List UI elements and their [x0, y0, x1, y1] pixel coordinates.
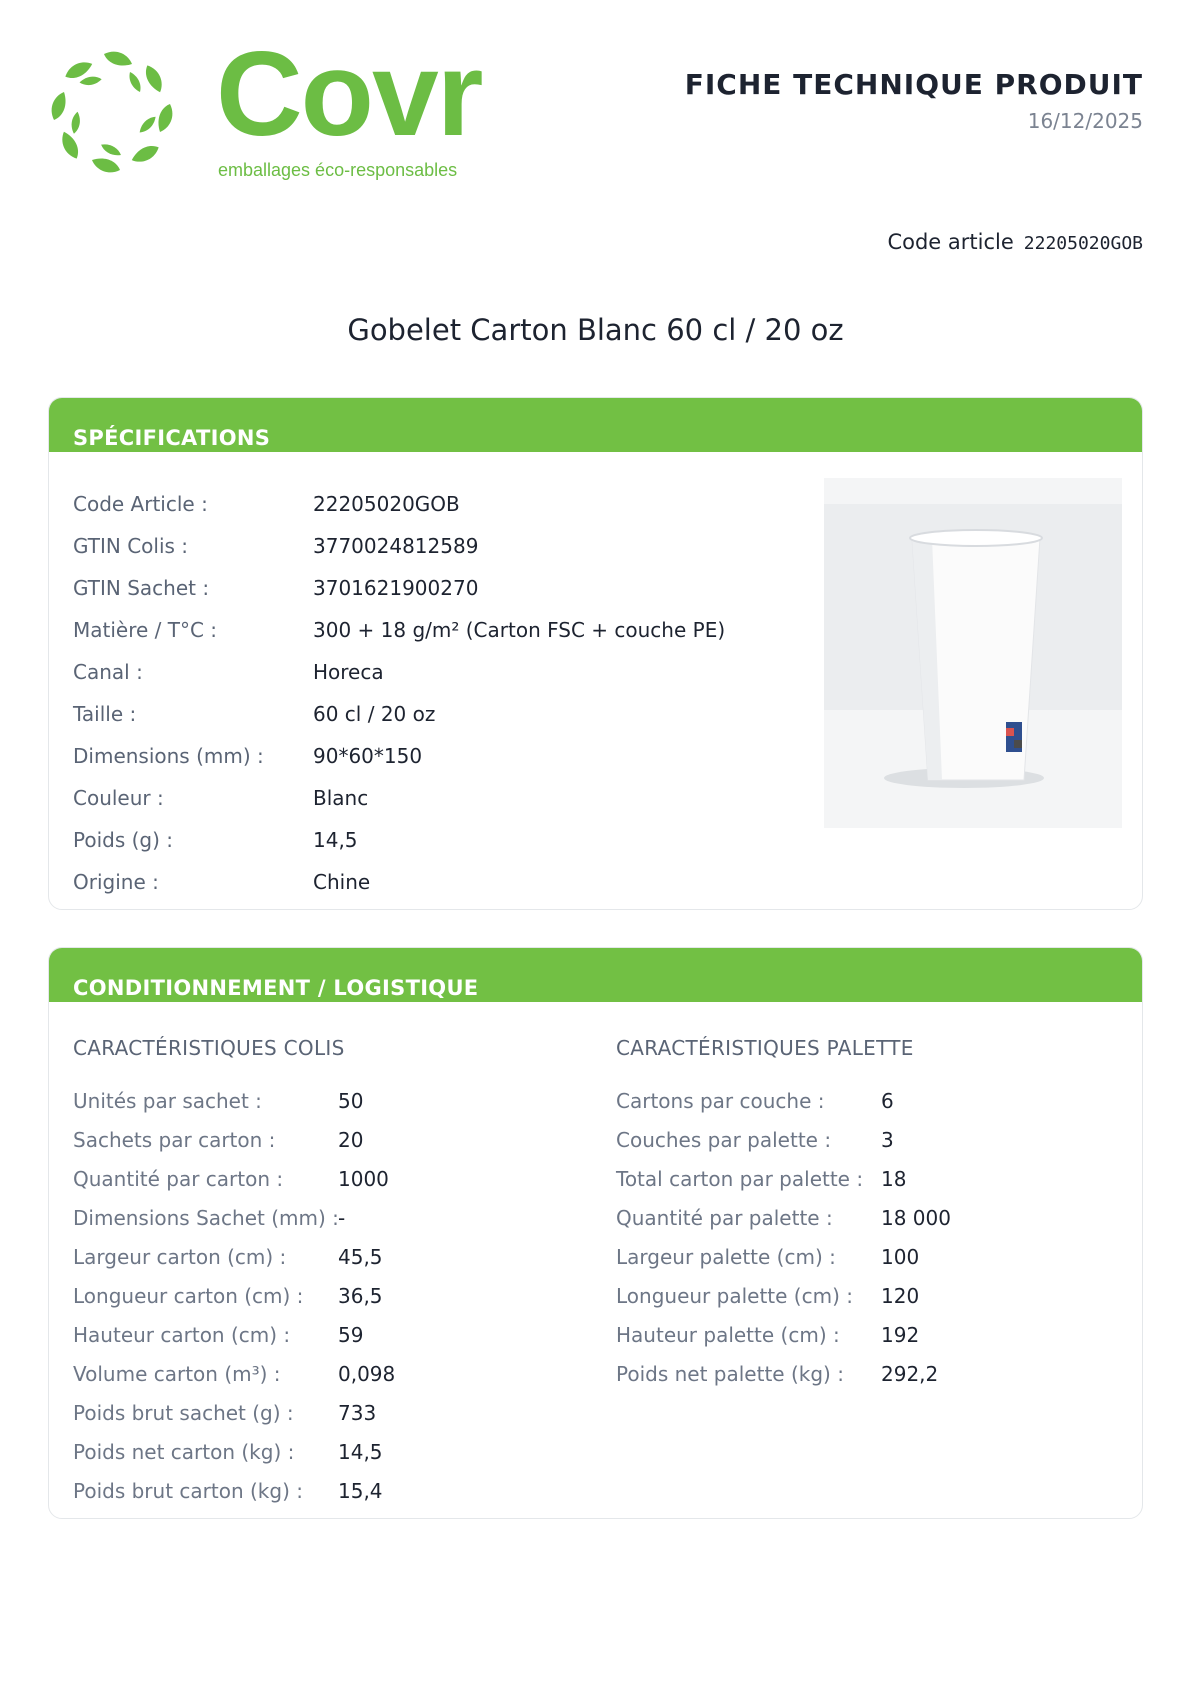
spec-value: Blanc	[313, 786, 369, 810]
specifications-heading: SPÉCIFICATIONS	[73, 426, 271, 450]
product-title: Gobelet Carton Blanc 60 cl / 20 oz	[347, 313, 844, 347]
logistics-section	[48, 947, 1143, 1519]
logistics-heading: CONDITIONNEMENT / LOGISTIQUE	[73, 976, 479, 1000]
colis-row	[73, 1082, 363, 1120]
brand-tagline: emballages éco-responsables	[218, 160, 458, 180]
colis-label: Largeur carton (cm) :	[73, 1245, 287, 1269]
colis-row	[73, 1121, 363, 1159]
spec-label: Dimensions (mm) :	[73, 744, 264, 768]
palette-value: 3	[881, 1128, 894, 1152]
colis-label: Quantité par carton :	[73, 1167, 284, 1191]
spec-value: 90*60*150	[313, 744, 423, 768]
colis-label: Sachets par carton :	[73, 1128, 276, 1152]
palette-row	[616, 1121, 894, 1159]
brand-name: Covr	[216, 27, 482, 161]
colis-value: 733	[338, 1401, 377, 1425]
colis-label: Volume carton (m³) :	[73, 1362, 281, 1386]
spec-value: Chine	[313, 870, 371, 894]
palette-row	[616, 1355, 938, 1393]
spec-row-canal	[73, 651, 384, 693]
spec-row-code-article	[73, 483, 460, 525]
palette-label: Largeur palette (cm) :	[616, 1245, 836, 1269]
spec-label: Origine :	[73, 870, 159, 894]
palette-value: 120	[881, 1284, 920, 1308]
colis-label: Poids brut carton (kg) :	[73, 1479, 303, 1503]
palette-row	[616, 1316, 919, 1354]
spec-value: 3701621900270	[313, 576, 479, 600]
colis-row	[73, 1277, 383, 1315]
colis-value: -	[338, 1206, 346, 1230]
paper-cup-icon	[824, 478, 1122, 828]
spec-value: Horeca	[313, 660, 384, 684]
colis-row	[73, 1355, 395, 1393]
palette-row	[616, 1199, 951, 1237]
spec-value: 300 + 18 g/m² (Carton FSC + couche PE)	[313, 618, 726, 642]
spec-label: Matière / T°C :	[73, 618, 218, 642]
spec-row-dimensions	[73, 735, 422, 777]
colis-row	[73, 1238, 383, 1276]
spec-row-origine	[73, 861, 370, 903]
specifications-header	[49, 398, 1142, 452]
colis-value: 14,5	[338, 1440, 383, 1464]
colis-value: 59	[338, 1323, 364, 1347]
spec-value: 14,5	[313, 828, 358, 852]
logistics-header	[49, 948, 1142, 1002]
spec-row-gtin-colis	[73, 525, 478, 567]
colis-row	[73, 1433, 383, 1471]
colis-label: Poids net carton (kg) :	[73, 1440, 295, 1464]
palette-row	[616, 1082, 894, 1120]
palette-value: 6	[881, 1089, 894, 1113]
palette-label: Couches par palette :	[616, 1128, 832, 1152]
colis-label: Dimensions Sachet (mm) :	[73, 1206, 339, 1230]
spec-value: 60 cl / 20 oz	[313, 702, 436, 726]
palette-value: 18	[881, 1167, 907, 1191]
document-date: 16/12/2025	[1027, 109, 1143, 133]
spec-row-gtin-sachet	[73, 567, 478, 609]
specifications-section	[48, 397, 1143, 910]
palette-label: Total carton par palette :	[616, 1167, 864, 1191]
spec-label: Poids (g) :	[73, 828, 174, 852]
palette-value: 292,2	[881, 1362, 939, 1386]
palette-value: 192	[881, 1323, 920, 1347]
colis-value: 15,4	[338, 1479, 383, 1503]
palette-label: Quantité par palette :	[616, 1206, 833, 1230]
colis-label: Unités par sachet :	[73, 1089, 262, 1113]
palette-row	[616, 1277, 919, 1315]
spec-label: Code Article :	[73, 492, 208, 516]
colis-value: 45,5	[338, 1245, 383, 1269]
spec-row-poids	[73, 819, 358, 861]
palette-label: Longueur palette (cm) :	[616, 1284, 853, 1308]
colis-row	[73, 1199, 345, 1237]
colis-value: 0,098	[338, 1362, 396, 1386]
spec-label: GTIN Sachet :	[73, 576, 210, 600]
spec-row-taille	[73, 693, 435, 735]
colis-row	[73, 1316, 363, 1354]
spec-label: Taille :	[73, 702, 137, 726]
spec-label: GTIN Colis :	[73, 534, 189, 558]
palette-row	[616, 1238, 919, 1276]
palette-row	[616, 1160, 906, 1198]
product-image	[824, 478, 1122, 828]
spec-row-couleur	[73, 777, 368, 819]
colis-label: Poids brut sachet (g) :	[73, 1401, 294, 1425]
spec-label: Canal :	[73, 660, 143, 684]
colis-value: 36,5	[338, 1284, 383, 1308]
colis-value: 50	[338, 1089, 364, 1113]
spec-value: 3770024812589	[313, 534, 479, 558]
colis-label: Hauteur carton (cm) :	[73, 1323, 291, 1347]
colis-label: Longueur carton (cm) :	[73, 1284, 304, 1308]
palette-label: Cartons par couche :	[616, 1089, 825, 1113]
colis-value: 1000	[338, 1167, 389, 1191]
palette-label: Poids net palette (kg) :	[616, 1362, 844, 1386]
spec-label: Couleur :	[73, 786, 164, 810]
colis-row	[73, 1472, 383, 1510]
colis-value: 20	[338, 1128, 364, 1152]
spec-value: 22205020GOB	[313, 492, 460, 516]
colis-row	[73, 1160, 389, 1198]
palette-title: CARACTÉRISTIQUES PALETTE	[616, 1036, 914, 1060]
palette-label: Hauteur palette (cm) :	[616, 1323, 840, 1347]
article-code-value: 22205020GOB	[1023, 233, 1143, 254]
colis-title: CARACTÉRISTIQUES COLIS	[73, 1036, 345, 1060]
colis-row	[73, 1394, 376, 1432]
article-code-line	[887, 230, 1143, 254]
palette-value: 18 000	[881, 1206, 951, 1230]
palette-value: 100	[881, 1245, 920, 1269]
spec-row-matiere	[73, 609, 725, 651]
article-code-label: Code article	[887, 230, 1014, 254]
covr-logo-icon	[48, 48, 176, 176]
document-title: FICHE TECHNIQUE PRODUIT	[684, 68, 1143, 101]
